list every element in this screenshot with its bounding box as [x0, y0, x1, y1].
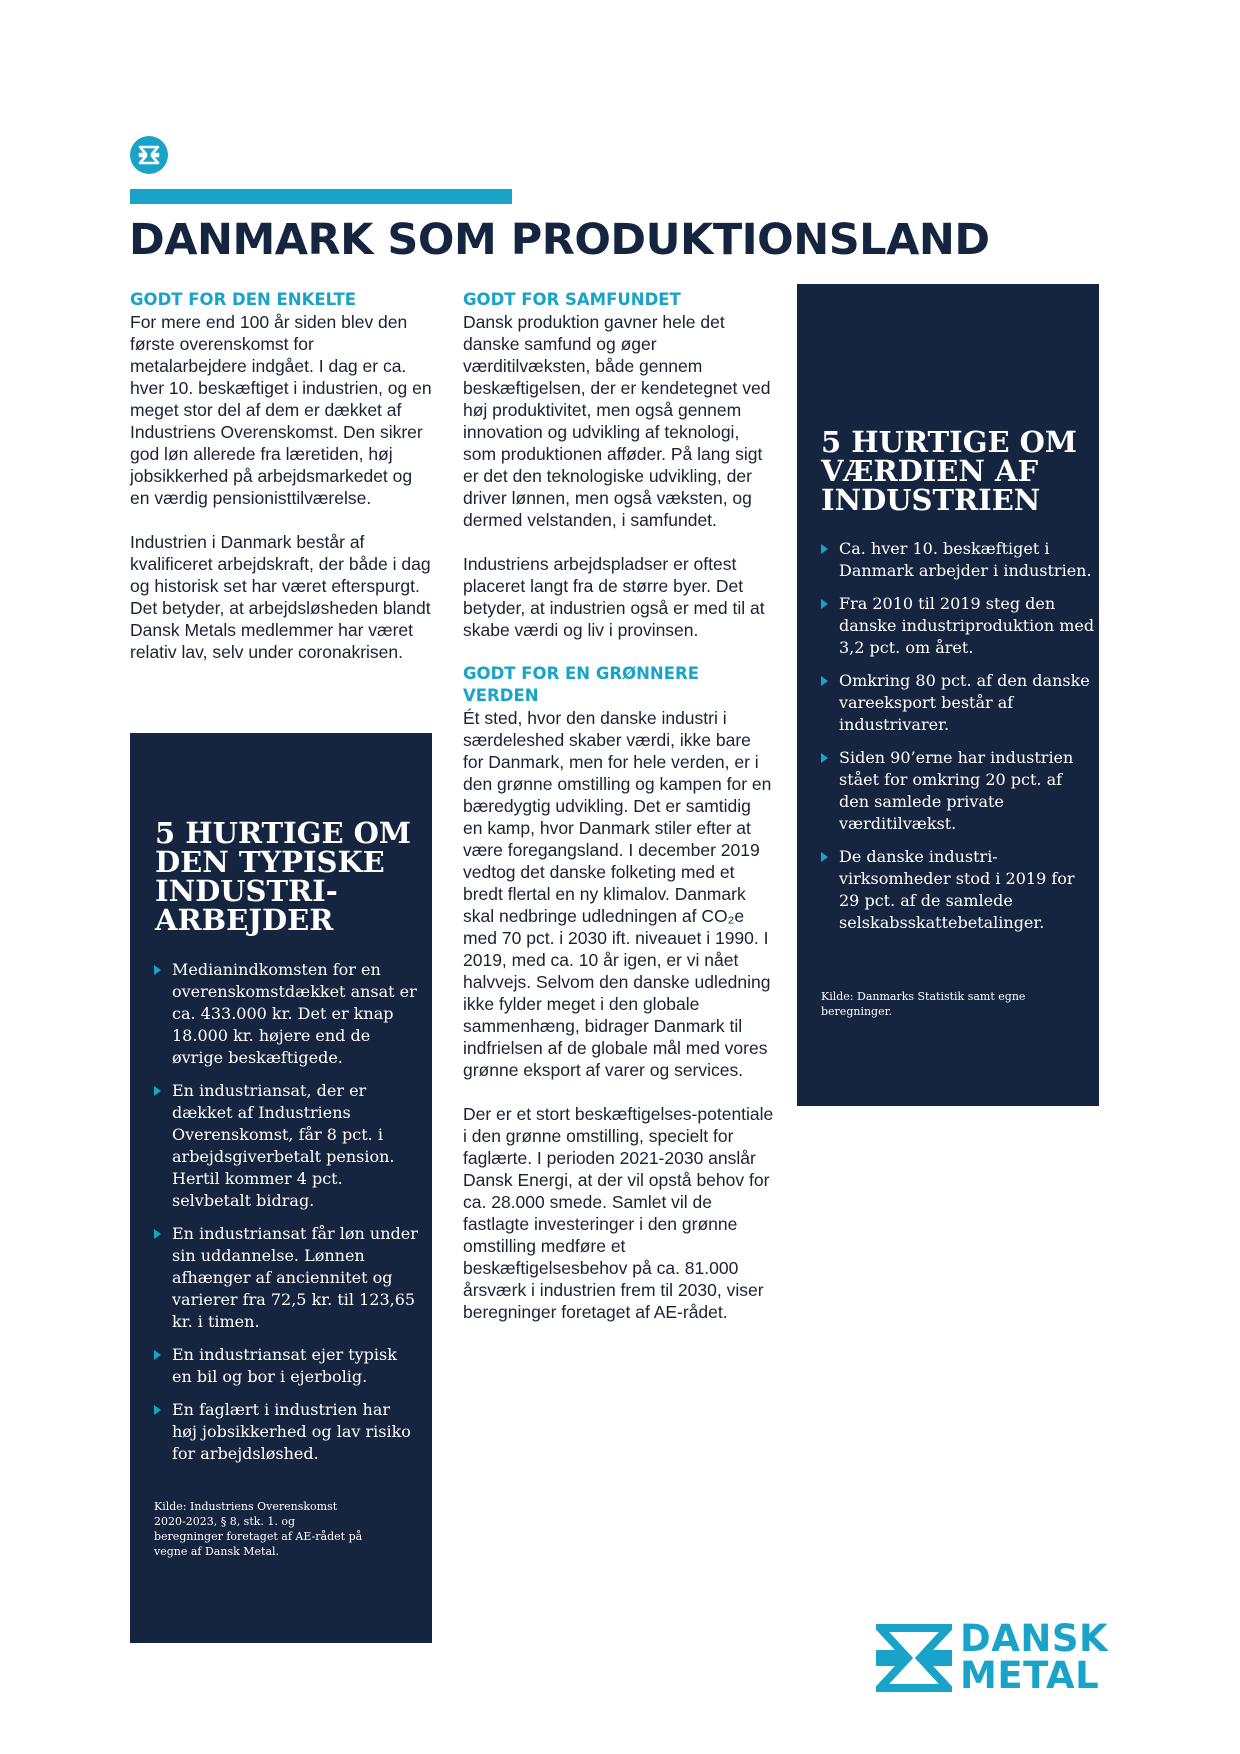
triangle-bullet-icon	[154, 965, 161, 975]
fact-box-typical-worker	[130, 733, 432, 1643]
brand-word-dansk: DANSK	[960, 1617, 1109, 1660]
brand-word-metal: METAL	[960, 1654, 1100, 1697]
dansk-metal-logo-icon	[130, 136, 168, 174]
column-left	[130, 289, 435, 685]
fact-item	[154, 1344, 419, 1388]
fact-item	[821, 747, 1096, 835]
fact-text: Ca. hver 10. beskæftiget i Danmark arbejder i industrien.	[839, 539, 1092, 580]
source-note: Kilde: Industriens Overenskomst 2020-2023, § 8, stk. 1. og beregninger foretaget af AE-rådet på vegne af Dansk Metal.	[154, 1500, 363, 1558]
triangle-bullet-icon	[154, 1350, 161, 1360]
fact-item	[821, 846, 1096, 934]
fact-text: En industriansat ejer typisk en bil og bor i ejerbolig.	[172, 1345, 397, 1386]
fact-item	[154, 1399, 419, 1465]
triangle-bullet-icon	[821, 544, 828, 554]
paragraph: Dansk produktion gavner hele det danske samfund og øger værditilvæksten, både gennem beskæftigelsen, der er kendetegnet ved høj produktivitet, men også gennem innovation og udvikling af teknologi, som produktionen afføder. På lang sigt er det den teknologiske udvikling, der driver lønnen, men også væksten, og dermed velstanden, i samfundet.	[463, 312, 771, 530]
fact-text: De danske industri-virksomheder stod i 2019 for 29 pct. af de samlede selskabsskattebetalinger.	[839, 847, 1075, 932]
paragraph: Industriens arbejdspladser er oftest placeret langt fra de større byer. Det betyder, at industrien også er med til at skabe værdi og liv i provinsen.	[463, 554, 765, 640]
triangle-bullet-icon	[821, 676, 828, 686]
fact-text: Medianindkomsten for en overenskomstdækket ansat er ca. 433.000 kr. Det er knap 18.000 kr. højere end de øvrige beskæftigede.	[172, 960, 417, 1067]
triangle-bullet-icon	[821, 852, 828, 862]
section-heading: GODT FOR EN GRØNNERE VERDEN	[463, 664, 699, 705]
paragraph: Der er et stort beskæftigelses-potentiale i den grønne omstilling, specielt for faglærte. I perioden 2021-2030 anslår Dansk Energi, at der vil opstå behov for ca. 28.000 smede. Samlet vil de fastlagte investeringer i den grønne omstilling medføre et beskæftigelsesbehov på ca. 81.000 årsværk i industrien frem til 2030, viser beregninger foretaget af AE-rådet.	[463, 1104, 774, 1322]
fact-text: En industriansat, der er dækket af Industriens Overenskomst, får 8 pct. i arbejdsgiverbetalt pension. Hertil kommer 4 pct. selvbetalt bidrag.	[172, 1081, 395, 1210]
source-note: Kilde: Danmarks Statistik samt egne beregninger.	[821, 990, 1026, 1018]
column-middle	[463, 289, 775, 1345]
fact-text: En industriansat får løn under sin uddannelse. Lønnen afhænger af anciennitet og varierer fra 72,5 kr. til 123,65 kr. i timen.	[172, 1224, 418, 1331]
fact-list	[821, 538, 1096, 945]
paragraph: Industrien i Danmark består af kvalificeret arbejdskraft, der både i dag og historisk set har været efterspurgt. Det betyder, at arbejdsløsheden blandt Dansk Metals medlemmer har været relativ lav, selv under coronakrisen.	[130, 532, 431, 662]
fact-item	[154, 1080, 419, 1212]
brand-logo	[876, 1617, 1109, 1697]
triangle-bullet-icon	[154, 1086, 161, 1096]
fact-text: Omkring 80 pct. af den danske vareeksport består af industrivarer.	[839, 671, 1090, 734]
dansk-metal-logo-icon	[876, 1624, 952, 1692]
fact-item	[821, 593, 1096, 659]
fact-item	[154, 1223, 419, 1333]
fact-item	[154, 959, 419, 1069]
fact-list	[154, 959, 419, 1476]
fact-text: En faglært i industrien har høj jobsikkerhed og lav risiko for arbejdsløshed.	[172, 1400, 411, 1463]
triangle-bullet-icon	[154, 1405, 161, 1415]
brand-wordmark	[960, 1617, 1109, 1697]
fact-text: Siden 90’erne har industrien stået for omkring 20 pct. af den samlede private værditilvækst.	[839, 748, 1074, 833]
triangle-bullet-icon	[821, 753, 828, 763]
section-heading: GODT FOR SAMFUNDET	[463, 290, 681, 309]
fact-box-title: 5 HURTIGE OM VÆRDIEN AF INDUSTRIEN	[821, 425, 1078, 517]
fact-box-industry-value	[797, 284, 1099, 1106]
title-accent-bar	[130, 189, 512, 204]
triangle-bullet-icon	[154, 1229, 161, 1239]
triangle-bullet-icon	[821, 599, 828, 609]
fact-box-title: 5 HURTIGE OM DEN TYPISKE INDUSTRI- ARBEJDER	[155, 816, 412, 937]
paragraph: For mere end 100 år siden blev den første overenskomst for metalarbejdere indgået. I dag er ca. hver 10. beskæftiget i industrien, og en meget stor del af dem er dækket af Industriens Overenskomst. Den sikrer god løn allerede fra læretiden, høj jobsikkerhed på arbejdsmarkedet og en værdig pensionisttilværelse.	[130, 312, 432, 508]
fact-item	[821, 538, 1096, 582]
fact-text: Fra 2010 til 2019 steg den danske industriproduktion med 3,2 pct. om året.	[839, 594, 1095, 657]
paragraph: Ét sted, hvor den danske industri i særdeleshed skaber værdi, ikke bare for Danmark, men for hele verden, er i den grønne omstilling og kampen for en bæredygtig udvikling. Det er samtidig en kamp, hvor Danmark stiler efter at være foregangsland. I december 2019 vedtog det danske folketing med et bredt flertal en ny klimalov. Danmark skal nedbringe udledningen af CO₂e med 70 pct. i 2030 ift. niveauet i 1990. I 2019, med ca. 10 år igen, er vi nået halvvejs. Selvom den danske udledning ikke fylder meget i den globale sammenhæng, bidrager Danmark til indfrielsen af de globale mål med vores grønne eksport af varer og services.	[463, 708, 772, 1080]
section-heading: GODT FOR DEN ENKELTE	[130, 290, 356, 309]
fact-item	[821, 670, 1096, 736]
page-title: DANMARK SOM PRODUKTIONSLAND	[129, 215, 990, 265]
